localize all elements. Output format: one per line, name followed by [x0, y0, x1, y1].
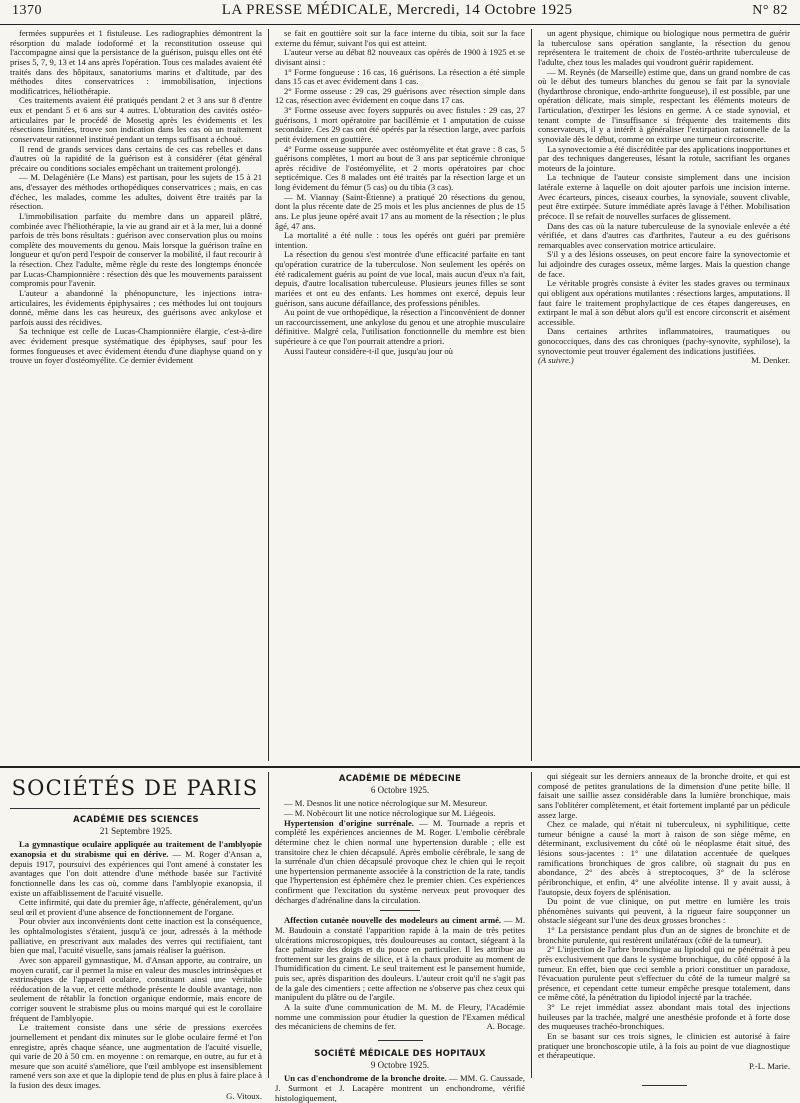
running-header	[12, 2, 788, 22]
article-paragraph: 1° La persistance pendant plus d'un an de signes de bronchite et de bronchite purulente, qui restèrent unilatéraux (côté de la tumeur).	[538, 925, 790, 945]
article-paragraph: La résection du genou s'est montrée d'une efficacité parfaite en tant qu'opération curatrice de la tuberculose. Non seulement les opérés on été radicalement guéris au point de vue local, mais aucun d'eux n'a fait, depuis, d'autre localisation tuberculeuse. Plusieurs jeunes filles se sont mariées et ont eu des enfants. Les hommes ont exercé, depuis leur guérison, sans aucune défaillance, des professions pénibles.	[275, 249, 525, 308]
article-paragraph: La mortalité a été nulle : tous les opérés ont guéri par première intention.	[275, 230, 525, 250]
article-signature-row	[538, 356, 790, 366]
article-paragraph: La synovectomie a été discréditée par des applications inopportunes et par des techniques dangereuses, lésant la rotule, sacrifiant les organes moteurs de la jointure.	[538, 143, 790, 173]
author-signature: G. Vitoux.	[226, 1090, 262, 1101]
author-signature: A. Bocage.	[486, 1021, 525, 1032]
notice-paragraph: — M. Nobécourt lit une notice nécrologique sur M. Liégeois.	[284, 808, 496, 819]
article-paragraph: Cette infirmité, qui date du premier âge, n'affecte, généralement, qu'un seul œil et provient d'une absence de fonctionnement de l'organe.	[10, 897, 262, 917]
article-paragraph: Avec son appareil gymnastique, M. d'Ansan apporte, au contraire, un moyen curatif, car il permet la mise en valeur des muscles intrinsèques et extrinsèques de l'appareil oculaire, constituant ainsi une véritable rééducation de la vue, et cette méthode présente le double avantage, non seulement de rétablir la fonction organique endormie, mais encore de corriger souvent le strabisme plus ou moins marqué qui est le corollaire fréquent de l'amblyopie.	[10, 954, 262, 1023]
column-rule	[268, 29, 269, 761]
societes-de-paris-title: SOCIÉTÉS DE PARIS	[11, 776, 259, 800]
section-title: SOCIÉTÉ MÉDICALE DES HOPITAUX	[314, 1047, 486, 1058]
article-paragraph: Chez ce malade, qui n'était ni tuberculeux, ni syphilitique, cette tumeur bénigne a causé la mort à raison de son siège même, en déterminant, exclusivement du côté où le néoplasme était situé, des lésions sous-jacentes : 1° une dilatation accentuée de quelques ramifications bronchiques de gros calibre, où stagnait du pus en abondance, 2° des abcès à streptocoques, 3° de la sclérose péribronchique, et enfin, 4° une alvéolite intense. Il y avait aussi, à l'autopsie, deux foyers de splénisation.	[538, 819, 790, 897]
article-paragraph: se fait en gouttière soit sur la face interne du tibia, soit sur la face externe du fémur, suivant l'os qui est atteint.	[275, 28, 525, 48]
author-signature: M. Denker.	[751, 355, 790, 366]
article-paragraph: 3° Le rejet immédiat assez abondant mais total des injections huileuses par la trachée, malgré une anesthésie profonde et à forte dose des muqueuses trachéo-bronchiques.	[538, 1002, 790, 1032]
section-title: ACADÉMIE DES SCIENCES	[73, 814, 199, 824]
article-paragraph: un agent physique, chimique ou biologique nous permettra de guérir la tuberculose sans opération sanglante, la résection du genou représentera le traitement de choix de l'ostéo-arthrite tuberculeuse de l'adulte, chez tous les malades qui voudront guérir rapidement.	[538, 28, 790, 67]
article-paragraph: — M. Delagénière (Le Mans) est partisan, pour les sujets de 15 à 21 ans, d'essayer des méthodes orthopédiques conservatrices ; mais, en cas d'échec, les malades, comme les adultes, doivent être traités par la résection.	[10, 172, 262, 212]
article-lead: La gymnastique oculaire appliquée au traitement de l'amblyopie exanopsia et du strabisme qui en dérive. — M. Roger d'Ansan a, depuis 1917, poursuivi des expériences qui l'ont amené à constater les avantages que l'on doit attendre d'une méthode basée sur l'activité fonctionnelle dans les cas où, comme dans l'amblyopie exanopsia, il existe un affaiblissement de l'acuité visuelle.	[10, 839, 262, 898]
article-paragraph: Le véritable progrès consiste à éviter les stades graves ou terminaux qui obligent aux opérations mutilantes : résections larges, amputations. Il faut faire le traitement prophylactique de ces étapes dangereuses, en extirpant le mal à son début alors qu'il est encore circonscrit et aisément accessible.	[538, 278, 790, 327]
article-paragraph: L'auteur a abandonné la phénopuncture, les injections intra-articulaires, les évidements épiphysaires ; ces méthodes lui ont toujours donné, même dans les cas heureux, des guérisons avec ankylose et parfois aussi des récidives.	[10, 287, 262, 327]
article-paragraph: Affection cutanée nouvelle des modeleurs au ciment armé. — M. M. Baudouin a constaté l'apparition rapide à la main de très petites ulcérations microscopiques, très douloureuses au contact, siégeant à la face palmaire des doigts et du pouce en particulier. Il les attribue au frottement sur les grains de silice, et à la chaux produite au moment de l'humidification du ciment. Le seul traitement est le pansement humide, puis sec, après disparition des douleurs. L'auteur croit qu'il ne s'agit pas de la gale des cimentiers ; cette affection ne s'observe pas chez ceux qui manipulent du plâtre ou de l'argile.	[275, 915, 525, 1003]
section-date: 21 Septembre 1925.	[99, 826, 173, 837]
top-column-3	[538, 29, 790, 761]
article-paragraph: 1° Forme fongueuse : 16 cas, 16 guérisons. La résection a été simple dans 15 cas et avec évidement dans 1 cas.	[275, 66, 525, 87]
column-rule	[531, 772, 532, 1078]
section-date: 6 Octobre 1925.	[370, 785, 430, 796]
article-paragraph: Pour obvier aux inconvénients dont cette inaction est la conséquence, les ophtalmologistes s'étaient, jusqu'à ce jour, adressés à la méthode palliative, en prescrivant aux malades des verres qui rectifiaient, tant bien que mal, l'acuité visuelle, sans jamais réaliser la guérison.	[10, 916, 262, 956]
article-paragraph: Au point de vue orthopédique, la résection a l'inconvénient de donner un raccourcissement, une ankylose du genou et une atrophie musculaire définitive. Malgré cela, l'utilisation fonctionnelle du membre est bien supérieure à ce que l'on pourrait attendre a priori.	[275, 307, 525, 346]
bottom-column-2	[275, 772, 525, 1103]
article-paragraph: Dans certaines arthrites inflammatoires, traumatiques ou gonococciques, dans des cas chroniques (pachy-synovite, syphilose), la synovectomie peut trouver également des indications justifiées.	[538, 326, 790, 356]
section-divider	[0, 766, 800, 768]
article-paragraph: Il rend de grands services dans certains de ces cas rebelles et dans d'autres où la rapidité de la guérison est à considérer (état général précaire ou conditions sociales empêchant un traitement prolongé).	[10, 143, 262, 173]
bottom-column-1	[10, 813, 262, 1101]
article-paragraph: Hypertension d'origine surrénale. — M. Tournade a repris et complété les expériences anciennes de M. Roger. L'embolie cérébrale détermine chez le chien normal une hypertension durable ; elle est transitoire chez le chien décapsulé. Après embolie cérébrale, le sang de la surrénale d'un chien décapsulé provoque chez le chien qui le reçoit une hypertension permanente associée à la constriction de la rate, tandis que l'hypertension est éphémère chez le premier chien. Ces expériences confirment que l'excitation du système nerveux peut provoquer des décharges d'adrénaline dans la circulation.	[275, 817, 525, 905]
article-paragraph: Dans des cas où la nature tuberculeuse de la synoviale enlevée a été vérifiée, et dans d'autres cas d'arthrites, l'auteur a eu des guérisons remarquables avec conservation motrice articulaire.	[538, 220, 790, 250]
article-paragraph: Du point de vue clinique, on put mettre en lumière les trois phénomènes suivants qui peuvent, à la rigueur faire soupçonner un obstacle siégeant sur l'une des deux grosses bronches :	[538, 896, 790, 926]
article-paragraph: 2° L'injection de l'arbre bronchique au lipiodol qui ne pénétrait à peu près exclusivement que dans le système bronchique, du côté opposé à la tumeur. En effet, bien que ceci semble a priori constituer un paradoxe, l'évacuation purulente peut s'effectuer du côté de la tumeur malgré sa présence, et cependant cette tumeur empêche presque totalement, dans ce même côté, la pénétration du lipiodol injecté par la trachée.	[538, 944, 790, 1003]
notice-paragraph: — M. Desnos lit une notice nécrologique sur M. Mesureur.	[284, 798, 488, 809]
article-paragraph: Sa technique est celle de Lucas-Championnière élargie, c'est-à-dire avec évidement presque systématique des épiphyses, sauf pour les formes fongueuses et avec évidement étendu d'une diaphyse quand on y trouve un foyer d'ostéomyélite. Ce dernier évidement	[10, 326, 262, 366]
article-paragraph: — M. Viannay (Saint-Étienne) a pratiqué 20 résections du genou, dont la plus récente date de 25 mois et les plus anciennes de plus de 15 ans. Le plus jeune opéré avait 17 ans au moment de la résection ; le plus âgé, 47 ans.	[275, 191, 525, 231]
article-paragraph: L'auteur verse au débat 82 nouveaux cas opérés de 1900 à 1925 et se divisant ainsi :	[275, 47, 525, 67]
article-paragraph: Un cas d'enchondrome de la bronche droite. — MM. G. Caussade, J. Surmont et J. Lacapère montrent un enchondrome, vérifié histologiquement,	[275, 1073, 525, 1103]
column-rule	[531, 29, 532, 761]
journal-title: LA PRESSE MÉDICALE, Mercredi, 14 Octobre 1925	[221, 2, 573, 18]
article-paragraph: Aussi l'auteur considère-t-il que, jusqu'au jour où	[284, 345, 453, 356]
bottom-column-3	[538, 772, 790, 1079]
article-paragraph: En se basant sur ces trois signes, le clinicien est autorisé à faire pratiquer une bronchoscopie utile, à la fois au point de vue diagnostique et thérapeutique.	[538, 1030, 790, 1061]
separator	[378, 1040, 423, 1041]
article-paragraph: L'immobilisation parfaite du membre dans un appareil plâtré, combinée avec l'héliothérapie, la vie au grand air et à la mer, lui a donné parfois de très bons résultats : guérison avec conservation plus ou moins complète des mouvements du genou. Mais lorsque la guérison traîne en longueur et qu'on perd l'espoir de conserver la mobilité, il faut recourir à la résection. Chez l'adulte, même règle du reste des longtemps énoncée par Lucas-Championnière : résection dès que les mouvements paraissent compromis pour l'avenir.	[10, 210, 262, 289]
article-paragraph: 2° Forme osseuse : 29 cas, 29 guérisons avec résection simple dans 12 cas, résection avec évidement en coque dans 17 cas.	[275, 85, 525, 106]
to-be-continued: (A suivre.)	[538, 355, 574, 366]
article-paragraph: S'il y a des lésions osseuses, on peut encore faire la synovectomie et lui adjoindre des curages osseux, même larges. Mais la question change de face.	[538, 249, 790, 279]
column-rule	[268, 772, 269, 1078]
article-paragraph: Le traitement consiste dans une série de pressions exercées journellement et pendant dix minutes sur le globe oculaire fermé et l'on enregistre, après chaque séance, une augmentation de l'acuité visuelle, qui varie de 20 à 50 cm. en moyenne : on remarque, en outre, au fur et à mesure que son acuité s'améliore, que l'œil amblyope est insensiblement ramené vers son axe et que la diplopie tend de plus en plus à faire place à la fusion des deux images.	[10, 1022, 262, 1091]
article-paragraph: — M. Reynès (de Marseille) estime que, dans un grand nombre de cas où le début des tumeurs blanches du genou se fait par la synoviale (hydarthrose chronique, endo-arthrite fongueuse), il est possible, par une opération délicate, mais simple, respectant les éléments moteurs de l'articulation, d'extirper les lésions en germe. A ce stade synovial, et tenant compte de l'insuffisance si fréquente des traitements dits conservateurs, il y a intérêt à généraliser l'extirpation rationnelle de la synoviale dès le début, comme on extirpe une tumeur circonscrite.	[538, 66, 790, 144]
section-date: 9 Octobre 1925.	[370, 1060, 430, 1071]
article-paragraph: fermées suppurées et 1 fistuleuse. Les radiographies démontrent la résorption du malade iodoformé et la reconstitution osseuse qui l'accompagne ainsi que la persistance de la guérison, puisqu elles ont été prises 5, 7, 9, 13 et 14 ans après l'opération. Tous ces malades avaient été traités dans des hôpitaux, sanatoriums marins et d'altitude, par des méthodes dites conservatrices : immobilisation, injections modificatrices, héliothérapie.	[10, 28, 262, 96]
top-column-2	[275, 29, 525, 761]
page-number: 1370	[12, 3, 42, 18]
article-paragraph: Ces traitements avaient été pratiqués pendant 2 et 3 ans sur 8 d'entre eux et pendant 5 et 6 ans sur 4 autres. L'obturation des cavités ostéo-articulaires par le procédé de Mosetig après les évidements et les résections limitées, trouve son indication dans les cas où un traitement conservateur rationnel institué pendant un temps suffisant a échoué.	[10, 95, 262, 144]
separator	[380, 910, 420, 911]
issue-number: N° 82	[752, 3, 788, 18]
end-rule	[642, 1085, 687, 1086]
author-signature: P.-L. Marie.	[748, 1060, 790, 1071]
top-column-1	[10, 29, 262, 761]
article-paragraph: qui siégeait sur les derniers anneaux de la bronche droite, et qui est composé de petites granulations de la dimension d'une petite bille. Il faisait une saillie assez considérable dans la lumière bronchique, mais sans l'oblitérer complètement, et était fortement implanté par un pédicule assez large.	[538, 771, 790, 820]
header-rule	[0, 24, 800, 25]
title-rule	[10, 808, 260, 809]
article-paragraph: A la suite d'une communication de M. M. de Fleury, l'Académie nomme une commission pour étudier la question de l'Examen médical des mécaniciens de chemins de fer. A. Bocage.	[275, 1001, 525, 1032]
section-title: ACADÉMIE DE MÉDECINE	[338, 773, 462, 783]
article-paragraph: 3° Forme osseuse avec foyers suppurés ou avec fistules : 29 cas, 27 guérisons, 1 mort opératoire par bacillémie et 1 amputation de cuisse secondaire. Ces 29 cas ont été opérés par la résection large, avec parfois petit évidement en gouttière.	[275, 105, 525, 144]
article-paragraph: La technique de l'auteur consiste simplement dans une incision latérale externe à laquelle on doit ajouter parfois une incision interne. Avec écarteurs, pinces, ciseaux courbes, la synoviale, souvent clivable, peut être extirpée. Suture immédiate après lavage à l'éther. Mobilisation précoce. Il se refait de nouvelles surfaces de glissement.	[538, 172, 790, 221]
article-paragraph: 4° Forme osseuse suppurée avec ostéomyélite et état grave : 8 cas, 5 guérisons complètes, 1 mort au bout de 3 ans par septicémie chronique après récidive de l'ostéomyélite, et 2 morts opératoires par choc septicémique. Ces 8 malades ont été traités par la résection large et un long évidement du fémur (5 cas) ou du tibia (3 cas).	[275, 143, 525, 192]
